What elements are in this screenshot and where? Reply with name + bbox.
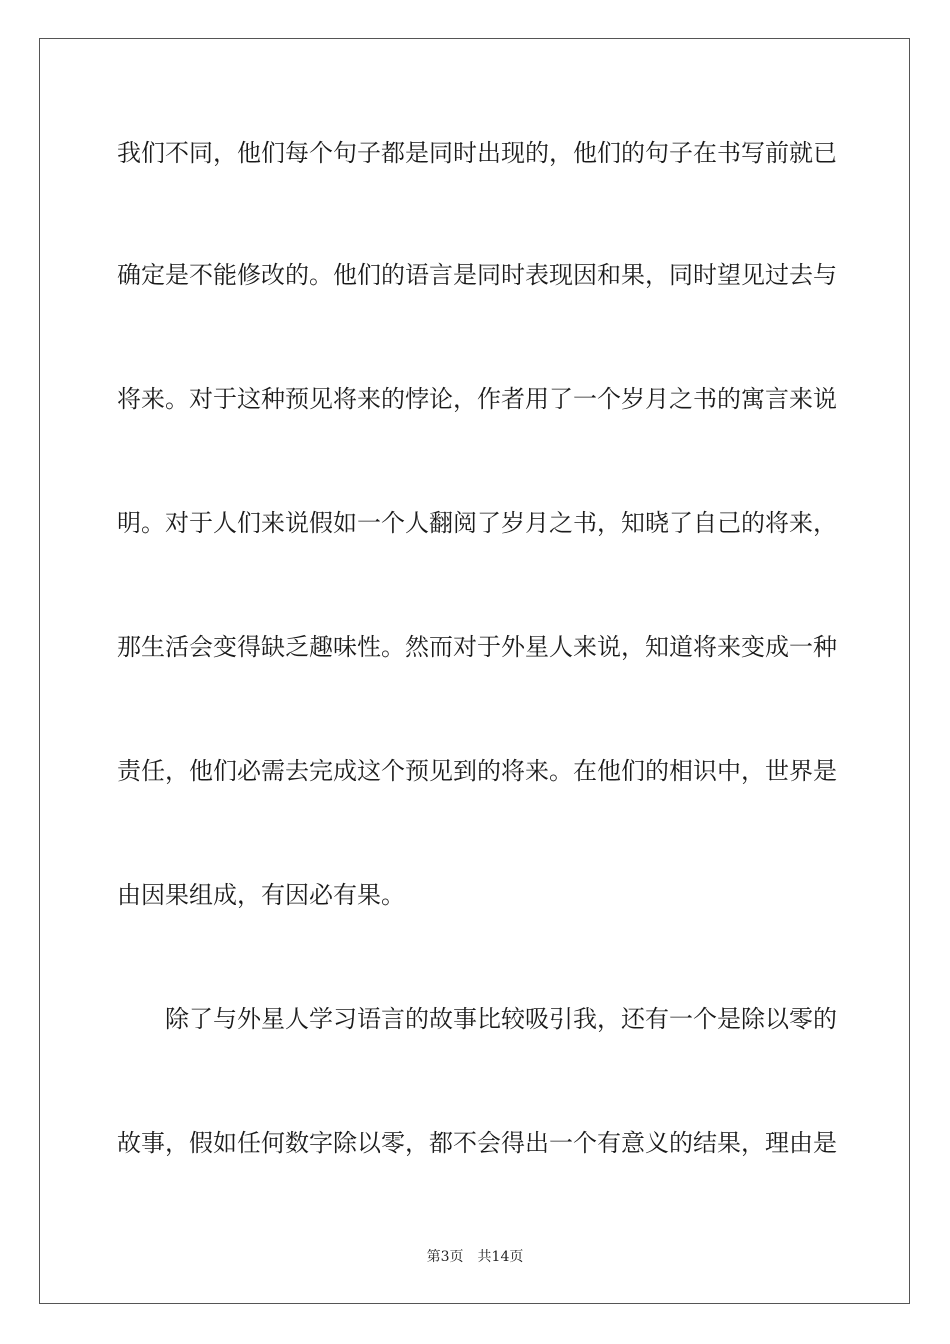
paragraph-first-line: 除了与外星人学习语言的故事比较吸引我，还有一个是除以零的 <box>165 1005 837 1033</box>
page-footer <box>0 1248 950 1266</box>
body-text-line: 由因果组成，有因必有果。 <box>117 881 405 909</box>
body-text-line: 责任，他们必需去完成这个预见到的将来。在他们的相识中，世界是 <box>117 757 837 785</box>
page-border <box>39 38 910 1304</box>
body-text-line: 确定是不能修改的。他们的语言是同时表现因和果，同时望见过去与 <box>117 261 837 289</box>
body-text-line: 明。对于人们来说假如一个人翻阅了岁月之书，知晓了自己的将来， <box>117 509 837 537</box>
page-number-current: 第3页 <box>426 1249 464 1265</box>
body-text-line: 将来。对于这种预见将来的悖论，作者用了一个岁月之书的寓言来说 <box>117 385 837 413</box>
body-text-line: 我们不同，他们每个句子都是同时出现的，他们的句子在书写前就已 <box>117 139 837 167</box>
body-text-line: 那生活会变得缺乏趣味性。然而对于外星人来说，知道将来变成一种 <box>117 633 837 661</box>
page-number-total: 共14页 <box>477 1249 524 1265</box>
body-text-line: 故事，假如任何数字除以零，都不会得出一个有意义的结果，理由是 <box>117 1129 837 1157</box>
